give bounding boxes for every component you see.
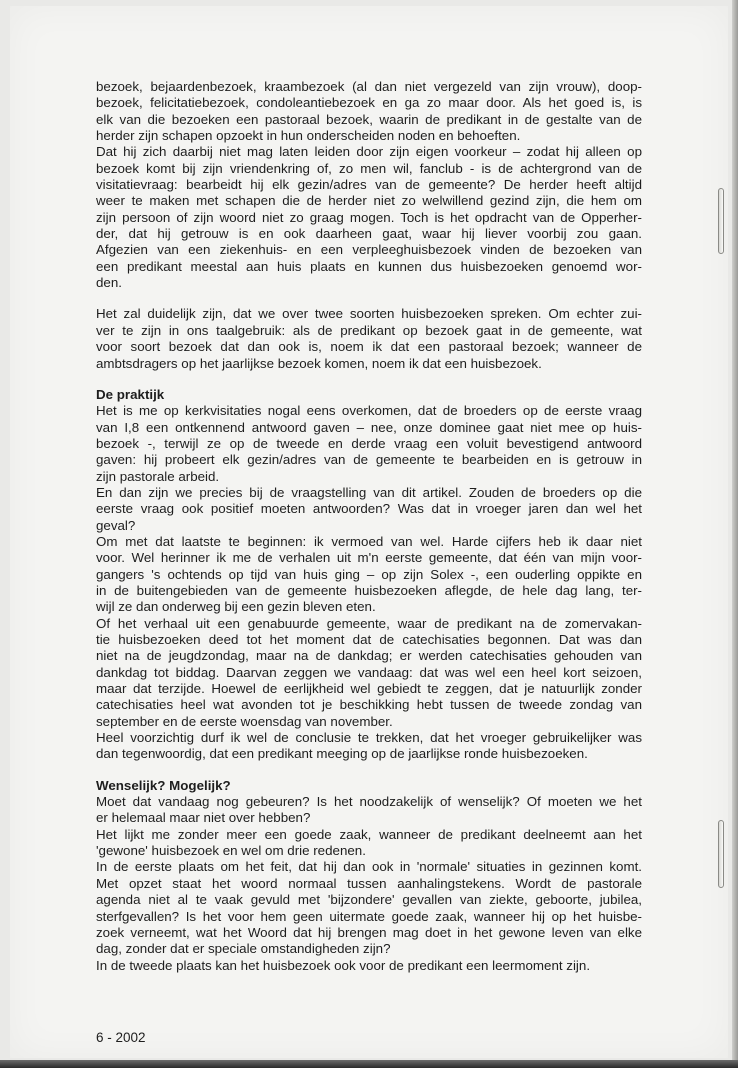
page-folio: 6 - 2002 xyxy=(96,1030,146,1045)
text-line: zoek verneemt, wat het Woord dat hij brengen mag doet in het gewone leven van elke xyxy=(96,924,642,940)
text-line: agenda niet al te vaak gevuld met 'bijzondere' gevallen van ziekte, geboorte, jubilea, xyxy=(96,892,642,908)
text-line: Het zal duidelijk zijn, dat we over twee soorten huisbezoeken spreken. Om echter zui- xyxy=(96,306,642,322)
text-line: elk van die bezoeken een pastoraal bezoek, waarin de predikant in de gestalte van de xyxy=(96,111,642,127)
text-line: bezoek, felicitatiebezoek, condoleantiebezoek en ga zo maar door. Als het goed is, is xyxy=(96,95,642,111)
text-line: Afgezien van een ziekenhuis- en een verpleeghuisbezoek vinden de bezoeken van xyxy=(96,242,642,258)
text-line: Het is me op kerkvisitaties nogal eens overkomen, dat de broeders op de eerste vraag xyxy=(96,403,642,419)
staple-bottom xyxy=(718,820,724,888)
text-line: geval? xyxy=(96,517,136,533)
text-line: in de buitengebieden van de gemeente huisbezoeken aflegde, de hele dag lang, ter- xyxy=(96,582,642,598)
text-line: tie huisbezoeken deed tot het moment dat de catechisaties begonnen. Dat was dan xyxy=(96,632,642,647)
text-line: ambtsdragers op het jaarlijkse bezoek komen, noem ik dat een huisbezoek. xyxy=(96,355,542,371)
text-line: sterfgevallen? Is het voor hem geen uitermate goede zaak, wanneer hij op het huisbe- xyxy=(96,908,642,924)
text-line: Dat hij zich daarbij niet mag laten leiden door zijn eigen voorkeur – zodat hij alleen op xyxy=(96,144,642,160)
text-line: voor soort bezoek dat dan ook is, noem ik dat een pastoraal bezoek; wanneer de xyxy=(96,339,642,355)
text-line: bezoek, bejaardenbezoek, kraambezoek (al dan niet vergezeld van zijn vrouw), doop- xyxy=(96,79,642,94)
text-line: voor. Wel herinner ik me de verhalen uit m'n eerste gemeente, dat één van mijn voor- xyxy=(96,550,642,566)
text-line: bezoek komt bij zijn vriendenkring of, zo men wil, fanclub - is de achtergrond van de xyxy=(96,160,642,176)
text-line: Om met dat laatste te beginnen: ik vermoed van wel. Harde cijfers heb ik daar niet xyxy=(96,533,642,549)
heading-wenselijk-mogelijk: Wenselijk? Mogelijk? xyxy=(96,777,231,793)
text-line: ver te zijn in ons taalgebruik: als de predikant op bezoek gaat in de gemeente, wat xyxy=(96,322,642,338)
text-line: eerste vraag ook positief moeten antwoorden? Was dat in vroeger jaren dan wel het xyxy=(96,501,642,517)
page-edge-bottom xyxy=(0,1060,738,1068)
text-line: catechisaties heel wat avonden tot je beschikking hebt tussen de tweede zondag van xyxy=(96,697,642,713)
text-line: september en de eerste woensdag van november. xyxy=(96,713,393,729)
text-line: dag, zonder dat er speciale omstandigheden zijn? xyxy=(96,941,391,957)
text-line: gangers 's ochtends op tijd van huis ging – op zijn Solex -, een ouderling oppikte en xyxy=(96,566,642,582)
praktijk-section xyxy=(96,403,642,763)
text-line: Of het verhaal uit een genabuurde gemeente, waar de predikant na de zomervakan- xyxy=(96,615,642,631)
text-line: visitatievraag: bearbeidt hij elk gezin/adres van de gemeente? De herder heeft altijd xyxy=(96,177,642,193)
intro-paragraph xyxy=(96,79,642,291)
text-line: In de tweede plaats kan het huisbezoek ook voor de predikant een leermoment zijn. xyxy=(96,957,591,973)
text-line: herder zijn schapen opzoekt in hun onderscheiden noden en behoeften. xyxy=(96,128,521,144)
text-line: wijl ze dan onderweg bij een gezin bleven eten. xyxy=(96,599,376,615)
text-line: den. xyxy=(96,275,122,291)
staple-top xyxy=(718,188,724,254)
text-line: bezoek -, terwijl ze op de tweede en derde vraag een voluit bevestigend antwoord xyxy=(96,435,642,451)
text-line: een predikant meestal aan huis plaats en kunnen dus huisbezoeken genoemd wor- xyxy=(96,258,642,274)
text-line: dankdag tot biddag. Daarvan zeggen we vandaag: dat was wel een heel kort seizoen, xyxy=(96,664,642,680)
wenselijk-section xyxy=(96,794,642,974)
text-line: In de eerste plaats om het feit, dat hij dan ook in 'normale' situaties in gezinnen komt. xyxy=(96,859,642,875)
text-line: Het lijkt me zonder meer een goede zaak, wanneer de predikant deelneemt aan het xyxy=(96,826,642,842)
page-edge-shadow xyxy=(732,0,738,1068)
text-line: Moet dat vandaag nog gebeuren? Is het noodzakelijk of wenselijk? Of moeten we het xyxy=(96,794,642,810)
heading-de-praktijk: De praktijk xyxy=(96,386,165,402)
text-line: maar dat terzijde. Hoewel de eerlijkheid wel gebiedt te zeggen, dat je natuurlijk zonder xyxy=(96,681,642,697)
text-line: der, dat hij getrouw is en ook daarheen gaat, waar hij liever voorbij zou gaan. xyxy=(96,226,642,242)
text-line: 'gewone' huisbezoek en wel om drie redenen. xyxy=(96,843,366,859)
text-line: gaven: hij probeert elk gezin/adres van de gemeente te bearbeiden en is getrouw in xyxy=(96,452,642,468)
text-line: zijn persoon of zijn woord niet zo graag mogen. Toch is het opdracht van de Opperher- xyxy=(96,209,642,225)
text-line: zijn pastorale arbeid. xyxy=(96,468,220,484)
text-line: niet na de jeugdzondag, maar na de dankdag; er werden catechisaties gehouden van xyxy=(96,648,642,664)
text-line: weer te maken met schapen die de herder niet zo welwillend gezind zijn, die hem om xyxy=(96,193,642,209)
text-line: En dan zijn we precies bij de vraagstelling van dit artikel. Zouden de broeders op die xyxy=(96,484,642,500)
article-body xyxy=(96,79,642,974)
text-line: er helemaal maar niet over hebben? xyxy=(96,810,311,826)
types-paragraph xyxy=(96,306,642,371)
text-line: Met opzet staat het woord normaal tussen aanhalingstekens. Wordt de pastorale xyxy=(96,875,642,891)
text-line: van I,8 een ontkennend antwoord gaven – nee, onze dominee gaat niet mee op huis- xyxy=(96,419,642,435)
text-line: Heel voorzichtig durf ik wel de conclusie te trekken, dat het vroeger gebruikelijker was xyxy=(96,730,642,746)
text-line: dan tegenwoordig, dat een predikant meeging op de jaarlijkse ronde huisbezoeken. xyxy=(96,746,588,762)
